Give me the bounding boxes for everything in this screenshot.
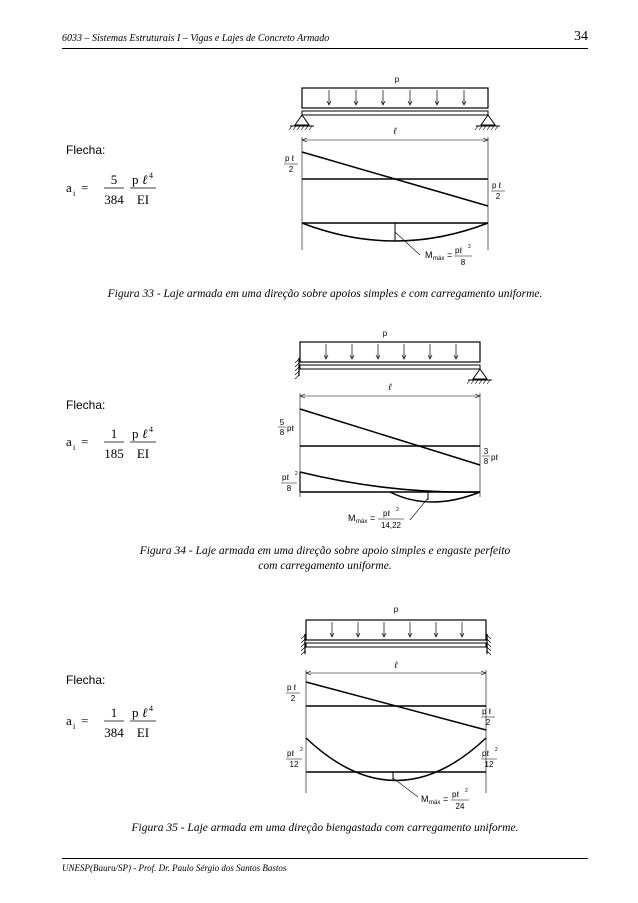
fig33-equals: =	[81, 180, 89, 195]
fig34-mmax-den: 14,22	[380, 521, 402, 530]
fig33-support-right	[475, 115, 500, 130]
fig34-num-exp: 4	[149, 425, 153, 434]
fig33-beam	[302, 111, 488, 115]
header-title: 6033 – Sistemas Estruturais I – Vigas e Lajes de Concreto Armado	[62, 33, 330, 44]
fig34-shear-left-pl: pℓ	[287, 424, 295, 433]
fig33-load-box	[302, 88, 488, 108]
fig33-shear-right-num: p ℓ	[492, 181, 502, 190]
fig35-beam	[306, 643, 486, 647]
fig35-num-p: p	[132, 705, 139, 720]
fig33-mmax-leader	[395, 232, 420, 255]
fig35-shear-right-num: p ℓ	[482, 707, 492, 716]
fig34-flecha-label: Flecha:	[66, 398, 106, 412]
fig35-den-EI: EI	[136, 725, 150, 740]
fig34-shear-right-den: 8	[483, 457, 489, 466]
fig35-span-label: ℓ	[394, 660, 398, 670]
fig34-diagram	[270, 322, 530, 534]
footer-text: UNESP(Bauru/SP) - Prof. Dr. Paulo Sérgio dos Santos Bastos	[62, 863, 287, 873]
fig34-caption-line1: Figura 34 - Laje armada em uma direção sobre apoio simples e engaste perfeito	[139, 545, 511, 557]
fig34-support-right	[467, 369, 492, 384]
fig34-shear-line	[300, 409, 480, 465]
fig33-shear-right-den: 2	[495, 192, 501, 201]
fig35-ai-sub: i	[73, 722, 76, 731]
fig35-shear-right-den: 2	[485, 718, 491, 727]
fig34-moment-pos-curve	[390, 492, 480, 502]
fig33-mmax-eq: =	[447, 250, 453, 260]
fig34-coef-num: 1	[110, 426, 118, 441]
fig34-span-label: ℓ	[388, 382, 392, 392]
fig34-shear-right-pl: pℓ	[491, 453, 499, 462]
fig35-mmax-num: pℓ	[452, 790, 460, 799]
fig34-moment-neg-line	[300, 472, 480, 492]
fig34-mmax-num: pℓ	[383, 509, 391, 518]
fig34-den-EI: EI	[136, 446, 150, 461]
fig35-num-l: ℓ	[142, 705, 148, 720]
fig34-mmax-sub: máx	[356, 519, 368, 525]
fig34-load-box	[300, 342, 480, 362]
fig33-flecha-label: Flecha:	[66, 143, 106, 157]
fig33-support-left	[289, 115, 314, 130]
fig34-num-p: p	[132, 426, 139, 441]
fig34-ai-sub: i	[73, 443, 76, 452]
fig34-caption-line2: com carregamento uniforme.	[258, 560, 392, 572]
fig33-mmax-sq: 2	[468, 244, 471, 250]
fig35-mmax-sub: máx	[429, 800, 441, 806]
fig35-mmax-eq: =	[443, 794, 449, 804]
fig33-mmax-sub: máx	[433, 256, 445, 262]
fig35-load-label: p	[393, 605, 399, 614]
fig35-load-arrows	[330, 622, 464, 637]
fig34-coef-den: 185	[104, 446, 124, 461]
fig34-mmax-eq: =	[370, 513, 376, 523]
fig33-mmax-den: 8	[460, 258, 466, 267]
fig35-flecha-label: Flecha:	[66, 673, 106, 687]
fig35-support-fixed-right	[487, 634, 491, 655]
page-header	[62, 30, 588, 49]
fig35-coef-num: 1	[110, 705, 118, 720]
fig35-support-fixed-left	[301, 634, 305, 655]
fig34-mmax-M: M	[348, 513, 356, 523]
fig34-deflection-formula	[62, 422, 172, 472]
fig33-caption: Figura 33 - Laje armada em uma direção sobre apoios simples e com carregamento uniforme.	[107, 288, 543, 300]
fig33-span-label: ℓ	[393, 126, 397, 136]
fig34-shear-left-num: 5	[279, 418, 285, 427]
fig35-mmax-M: M	[421, 794, 429, 804]
fig34-support-fixed-left	[295, 358, 299, 379]
fig33-load-label: p	[394, 75, 400, 84]
fig34-equals: =	[81, 434, 89, 449]
fig35-diagram	[276, 598, 530, 813]
fig33-num-p: p	[132, 172, 139, 187]
fig33-den-EI: EI	[136, 192, 150, 207]
fig34-moment-left-num: pℓ	[282, 473, 290, 482]
fig35-mmax-den: 24	[455, 802, 465, 811]
fig34-shear-left-den: 8	[279, 428, 285, 437]
fig33-diagram	[280, 60, 530, 280]
fig35-moment-left-den: 12	[289, 760, 299, 769]
fig35-shear-left-num: p ℓ	[287, 683, 297, 692]
fig35-mmax-leader	[393, 778, 418, 797]
fig35-moment-left-num: pℓ	[287, 749, 295, 758]
fig34-moment-left-sq: 2	[295, 471, 298, 477]
fig33-num-exp: 4	[149, 171, 153, 180]
fig33-mmax-num: pℓ	[455, 246, 463, 255]
fig33-load-arrows	[327, 90, 466, 105]
fig35-ai: a	[66, 713, 72, 728]
fig35-equals: =	[81, 713, 89, 728]
fig33-shear-left-den: 2	[288, 165, 294, 174]
fig35-moment-right-num: pℓ	[482, 749, 490, 758]
fig33-deflection-formula	[62, 168, 172, 218]
fig35-moment-right-den: 12	[484, 760, 494, 769]
fig35-caption: Figura 35 - Laje armada em uma direção biengastada com carregamento uniforme.	[131, 822, 519, 834]
fig33-mmax-M: M	[425, 250, 433, 260]
fig33-ai: a	[66, 180, 72, 195]
fig35-mmax-sq: 2	[465, 788, 468, 794]
fig35-num-exp: 4	[149, 704, 153, 713]
fig34-shear-right-num: 3	[483, 447, 489, 456]
fig33-num-l: ℓ	[142, 172, 148, 187]
fig34-load-label: p	[382, 329, 388, 338]
fig34-ai: a	[66, 434, 72, 449]
fig34-load-arrows	[324, 344, 458, 359]
fig35-shear-left-den: 2	[290, 694, 296, 703]
fig34-moment-left-den: 8	[286, 484, 292, 493]
fig35-deflection-formula	[62, 701, 172, 751]
fig33-ai-sub: i	[73, 189, 76, 198]
fig34-mmax-sq: 2	[396, 507, 399, 513]
fig34-num-l: ℓ	[142, 426, 148, 441]
fig33-coef-den: 384	[104, 192, 124, 207]
fig35-coef-den: 384	[104, 725, 124, 740]
fig33-coef-num: 5	[110, 172, 118, 187]
page-footer	[62, 858, 588, 873]
page-number: 34	[574, 29, 588, 44]
fig35-load-box	[306, 620, 486, 640]
fig33-shear-left-num: p ℓ	[285, 154, 295, 163]
fig34-beam	[300, 365, 480, 369]
fig35-moment-right-sq: 2	[495, 747, 498, 753]
fig35-moment-left-sq: 2	[300, 747, 303, 753]
fig35-moment-curve	[306, 738, 486, 781]
